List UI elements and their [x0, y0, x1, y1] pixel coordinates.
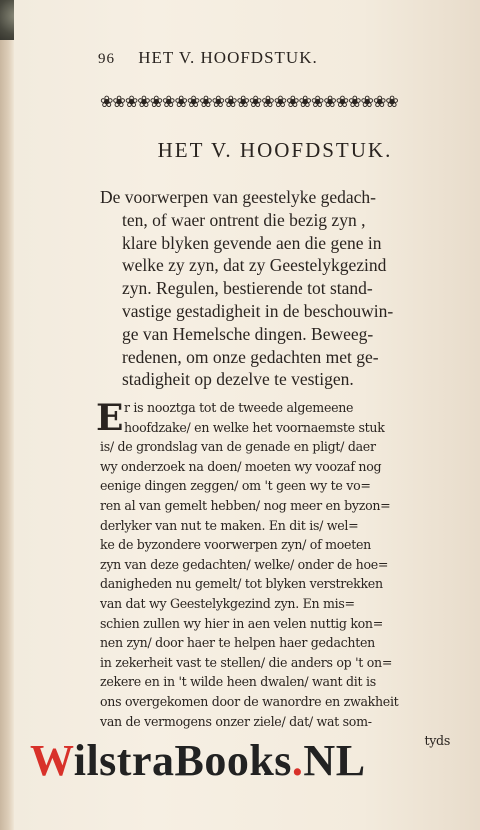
body-line: wy onderzoek na doen/ moeten wy voozaf nog — [100, 458, 382, 474]
body-line: ren al van gemelt hebben/ nog meer en byzon= — [100, 497, 391, 513]
chapter-title: HET V. HOOFDSTUK. — [157, 138, 393, 162]
body-line: eenige dingen zeggen/ om 't geen wy te vo= — [100, 478, 371, 494]
body-line: in zekerheit vast te stellen/ die anders op 't on= — [100, 654, 393, 670]
body-line: derlyker van nut te maken. En dit is/ wel= — [100, 517, 359, 533]
drop-cap-initial: E — [96, 397, 124, 439]
body-line: tyds — [424, 733, 450, 749]
body-line: nen zyn/ door haer te helpen haer gedachten — [100, 635, 375, 651]
chapter-summary — [100, 186, 452, 391]
body-line: hoofdzake/ en welke het voornaemste stuk — [124, 419, 385, 435]
page-number: 96 — [98, 51, 115, 67]
summary-line: ge van Hemelsche dingen. Beweeg- — [122, 323, 374, 344]
body-line: danigheden nu gemelt/ tot blyken verstrekken — [100, 576, 383, 592]
summary-line: redenen, om onze gedachten met ge- — [122, 346, 379, 367]
body-line: is/ de grondslag van de genade en pligt/ daer — [100, 439, 376, 455]
running-head — [98, 48, 398, 68]
watermark — [30, 735, 470, 786]
summary-line: vastige gestadigheit in de beschouwin- — [122, 300, 394, 321]
watermark-first-letter: W — [30, 736, 74, 785]
summary-line: welke zy zyn, dat zy Geestelykgezind — [122, 255, 387, 276]
body-text — [100, 398, 460, 751]
page-edge — [0, 0, 14, 830]
summary-line: De voorwerpen van geestelyke gedach- — [100, 187, 376, 207]
body-line: zekere en in 't wilde heen dwalen/ want dit is — [100, 674, 376, 690]
body-line: ke de byzondere voorwerpen zyn/ of moeten — [100, 537, 371, 553]
summary-line: ten, of waer ontrent die bezig zyn , — [122, 209, 366, 230]
body-line: schien zullen wy hier in aen velen nuttig kon= — [100, 615, 383, 631]
summary-line: klare blyken gevende aen die gene in — [122, 232, 382, 253]
body-line: zyn van deze gedachten/ welke/ onder de hoe= — [100, 556, 389, 572]
summary-line: zyn. Regulen, bestierende tot stand- — [122, 278, 373, 299]
summary-line: stadigheit op dezelve te vestigen. — [122, 369, 354, 390]
running-head-title: HET V. HOOFDSTUK. — [138, 48, 318, 67]
body-line: r is nooztga tot de tweede algemeene — [124, 400, 354, 415]
body-line: ons overgekomen door de wanordre en zwakheit — [100, 693, 399, 709]
body-line: van de vermogens onzer ziele/ dat/ wat som- — [100, 713, 372, 729]
watermark-name: ilstraBooks — [73, 736, 292, 785]
body-line: van dat wy Geestelykgezind zyn. En mis= — [100, 595, 355, 611]
watermark-tld: NL — [303, 736, 366, 785]
ornament-border: ❀❀❀❀❀❀❀❀❀❀❀❀❀❀❀❀❀❀❀❀❀❀❀❀ — [100, 94, 398, 111]
watermark-dot: . — [291, 736, 304, 785]
